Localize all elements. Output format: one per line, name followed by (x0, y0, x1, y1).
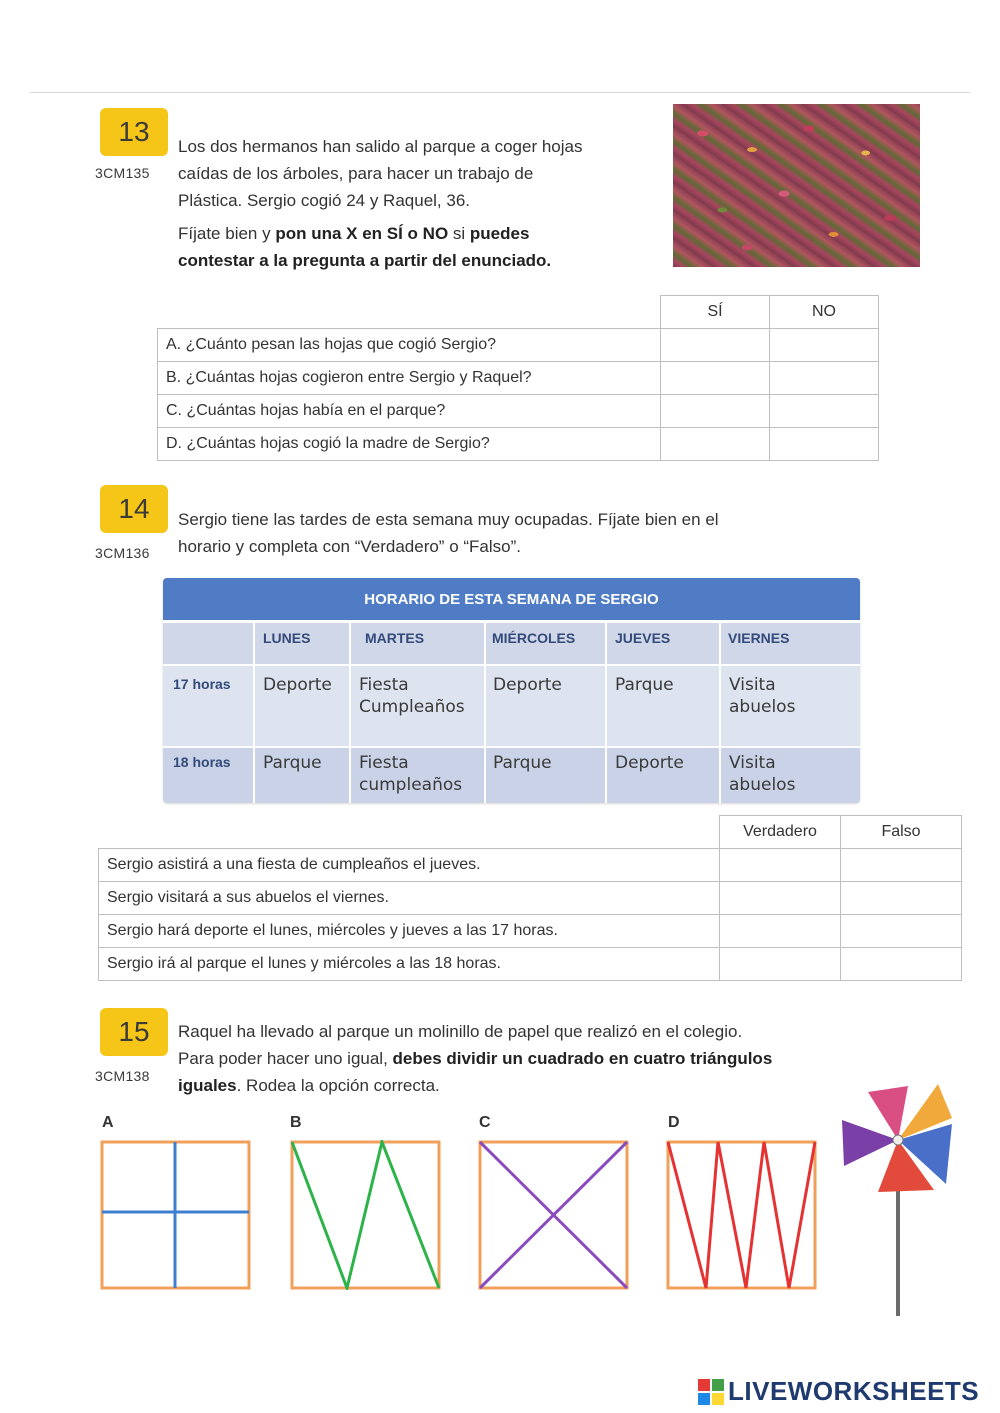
question-code: 3CM138 (95, 1068, 150, 1084)
weekly-schedule (163, 578, 860, 803)
q13-answer-table (157, 295, 879, 461)
divider (484, 623, 486, 803)
answer-cell-false[interactable] (841, 849, 962, 882)
table-row (158, 395, 879, 428)
option-d-square[interactable] (666, 1140, 818, 1290)
cell-text: Deporte (493, 675, 562, 695)
option-c-label: C (479, 1114, 491, 1131)
statement-text: Sergio irá al parque el lunes y miércoles a las 18 horas. (99, 948, 720, 981)
answer-cell-no[interactable] (770, 428, 879, 461)
cell-text: abuelos (729, 697, 796, 717)
question-14-badge (100, 485, 168, 533)
option-d-label: D (668, 1114, 680, 1131)
top-divider (30, 92, 970, 93)
day-header: VIERNES (728, 630, 790, 646)
answer-cell-true[interactable] (720, 882, 841, 915)
option-c-square[interactable] (478, 1140, 630, 1290)
q13-statement (178, 133, 658, 214)
day-header: MARTES (365, 630, 425, 646)
q14-line-2: horario y completa con “Verdadero” o “Falso”. (178, 537, 521, 556)
divider (253, 623, 255, 803)
instr-bold: puedes (469, 224, 530, 243)
q14-statement (178, 506, 886, 560)
question-number: 14 (118, 493, 150, 524)
pinwheel-blade-purple (842, 1120, 898, 1166)
q13-line-2: caídas de los árboles, para hacer un trabajo de (178, 164, 534, 183)
cell-text: Parque (615, 675, 674, 695)
col-header-false: Falso (841, 816, 962, 849)
q15-line-1: Raquel ha llevado al parque un molinillo de papel que realizó en el colegio. (178, 1022, 743, 1041)
q13-line-3: Plástica. Sergio cogió 24 y Raquel, 36. (178, 191, 471, 210)
answer-cell-no[interactable] (770, 395, 879, 428)
logo-square (712, 1393, 724, 1405)
q15-text: Para poder hacer uno igual, (178, 1049, 393, 1068)
instr-bold: pon una X en SÍ o NO (275, 224, 449, 243)
answer-cell-no[interactable] (770, 362, 879, 395)
option-a-label: A (102, 1114, 114, 1131)
col-header-yes: SÍ (661, 296, 770, 329)
schedule-cell (359, 752, 462, 796)
instr-text: Fíjate bien y (178, 224, 276, 243)
answer-cell-yes[interactable] (661, 395, 770, 428)
brand-name: LIVEWORKSHEETS (728, 1376, 980, 1406)
answer-cell-true[interactable] (720, 849, 841, 882)
schedule-cell (493, 752, 552, 774)
table-row (99, 849, 962, 882)
logo-square (712, 1379, 724, 1391)
table-corner (99, 816, 720, 849)
question-text: C. ¿Cuántas hojas había en el parque? (158, 395, 661, 428)
liveworksheets-brand (698, 1376, 979, 1407)
brand-logo-icon (698, 1379, 724, 1405)
schedule-title: HORARIO DE ESTA SEMANA DE SERGIO (163, 578, 860, 620)
paper-pinwheel-image (838, 1080, 958, 1320)
logo-square (698, 1379, 710, 1391)
answer-cell-yes[interactable] (661, 329, 770, 362)
option-b-square[interactable] (290, 1140, 442, 1290)
divider (605, 623, 607, 803)
cell-text: Deporte (615, 753, 684, 773)
question-text: D. ¿Cuántas hojas cogió la madre de Sergio? (158, 428, 661, 461)
cell-text: Fiesta (359, 675, 409, 695)
schedule-cell (729, 752, 795, 796)
option-b-label: B (290, 1114, 302, 1131)
divider (349, 623, 351, 803)
divider (163, 746, 860, 748)
day-header: LUNES (263, 630, 311, 646)
schedule-cell (615, 674, 674, 696)
question-code: 3CM136 (95, 545, 150, 561)
table-row (158, 329, 879, 362)
cell-text: Parque (263, 753, 322, 773)
q15-bold: debes dividir un cuadrado en cuatro triángulos (392, 1049, 773, 1068)
q15-bold: iguales (178, 1076, 237, 1095)
logo-square (698, 1393, 710, 1405)
schedule-cell (263, 752, 322, 774)
schedule-cell (359, 674, 465, 718)
table-corner (158, 296, 661, 329)
zigzag-lines (668, 1142, 815, 1288)
question-code: 3CM135 (95, 165, 150, 181)
schedule-cell (263, 674, 332, 696)
statement-text: Sergio asistirá a una fiesta de cumpleaños el jueves. (99, 849, 720, 882)
question-number: 15 (118, 1016, 150, 1047)
answer-cell-false[interactable] (841, 915, 962, 948)
zigzag-lines (292, 1142, 439, 1288)
hour-label: 18 horas (173, 754, 231, 770)
answer-cell-yes[interactable] (661, 428, 770, 461)
cell-text: cumpleaños (359, 775, 463, 795)
statement-text: Sergio visitará a sus abuelos el viernes. (99, 882, 720, 915)
schedule-cell (729, 674, 795, 718)
table-row (99, 882, 962, 915)
col-header-true: Verdadero (720, 816, 841, 849)
option-a-square[interactable] (100, 1140, 252, 1290)
answer-cell-false[interactable] (841, 882, 962, 915)
q15-statement (178, 1018, 886, 1099)
table-row (158, 362, 879, 395)
instr-bold: contestar a la pregunta a partir del enunciado. (178, 251, 552, 270)
question-text: A. ¿Cuánto pesan las hojas que cogió Sergio? (158, 329, 661, 362)
day-header: MIÉRCOLES (492, 630, 576, 646)
q13-instruction (178, 220, 658, 274)
fallen-leaves-photo (673, 104, 920, 267)
cell-text: Visita (729, 675, 776, 695)
hour-label: 17 horas (173, 676, 231, 692)
statement-text: Sergio hará deporte el lunes, miércoles y jueves a las 17 horas. (99, 915, 720, 948)
question-number: 13 (118, 116, 150, 147)
cell-text: Cumpleaños (359, 697, 465, 717)
divider (719, 623, 721, 803)
q14-answer-table (98, 815, 962, 981)
cell-text: Fiesta (359, 753, 409, 773)
question-text: B. ¿Cuántas hojas cogieron entre Sergio y Raquel? (158, 362, 661, 395)
schedule-cell (615, 752, 684, 774)
answer-cell-false[interactable] (841, 948, 962, 981)
instr-text: si (448, 224, 470, 243)
divider (163, 664, 860, 666)
cell-text: Visita (729, 753, 776, 773)
q14-line-1: Sergio tiene las tardes de esta semana muy ocupadas. Fíjate bien en el (178, 510, 719, 529)
question-13-badge (100, 108, 168, 156)
table-row (158, 428, 879, 461)
schedule-cell (493, 674, 562, 696)
day-header: JUEVES (615, 630, 671, 646)
cell-text: abuelos (729, 775, 796, 795)
table-row (99, 915, 962, 948)
answer-cell-no[interactable] (770, 329, 879, 362)
answer-cell-yes[interactable] (661, 362, 770, 395)
cell-text: Deporte (263, 675, 332, 695)
question-15-badge (100, 1008, 168, 1056)
cell-text: Parque (493, 753, 552, 773)
pinwheel-center (893, 1135, 903, 1145)
answer-cell-true[interactable] (720, 948, 841, 981)
q13-line-1: Los dos hermanos han salido al parque a coger hojas (178, 137, 583, 156)
col-header-no: NO (770, 296, 879, 329)
answer-cell-true[interactable] (720, 915, 841, 948)
table-row (99, 948, 962, 981)
q15-text: . Rodea la opción correcta. (236, 1076, 440, 1095)
